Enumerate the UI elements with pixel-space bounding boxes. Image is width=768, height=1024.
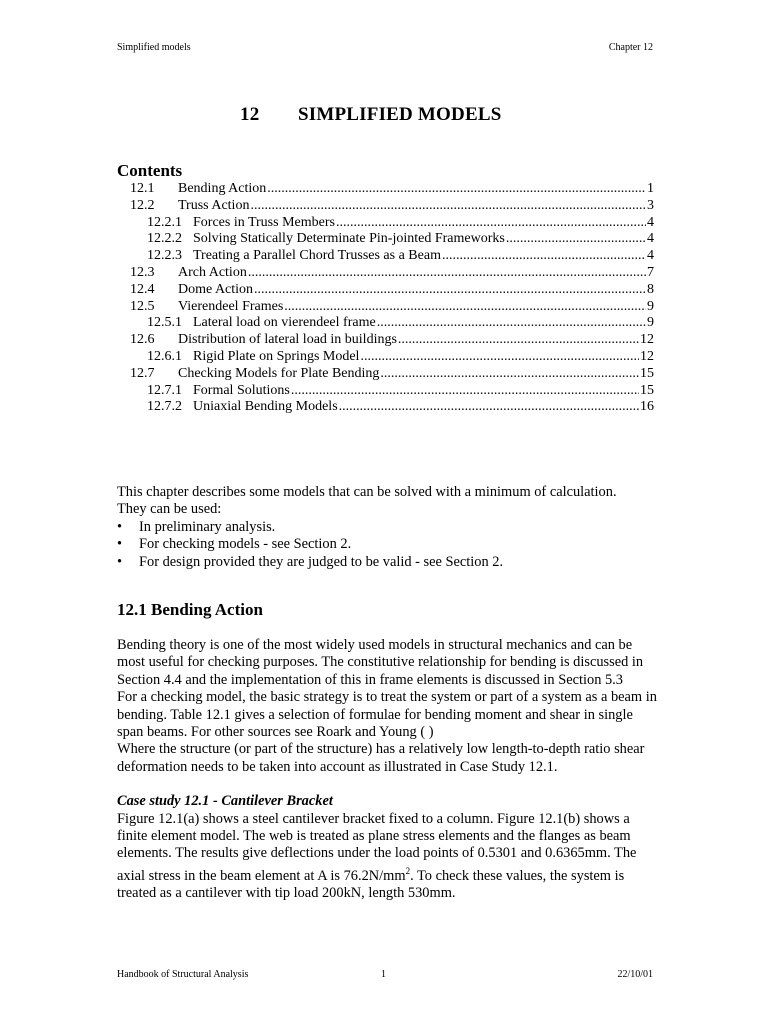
toc-entry-page: 15 bbox=[640, 382, 654, 398]
running-header-right: Chapter 12 bbox=[608, 42, 653, 53]
toc-entry-number: 12.3 bbox=[130, 264, 155, 280]
toc-entry-title: Vierendeel Frames bbox=[178, 298, 284, 314]
running-header-left: Simplified models bbox=[117, 42, 191, 53]
toc-entry-number: 12.2.2 bbox=[147, 231, 182, 247]
toc-entry-page: 4 bbox=[647, 248, 654, 264]
toc-entry-number: 12.7.1 bbox=[147, 382, 182, 398]
section-paragraph-2: For a checking model, the basic strategy is to treat the system or part of a system as a beam in bending. Table 12.1 gives a selection of formulae for bending moment and shear in single span beams. For other sources see Roark and Young ( ) bbox=[117, 689, 657, 741]
toc-entry-title: Dome Action bbox=[178, 281, 254, 297]
toc-entry-page: 4 bbox=[647, 231, 654, 247]
toc-entry[interactable] bbox=[130, 349, 654, 366]
toc-entry-page: 4 bbox=[647, 214, 654, 230]
toc-entry-title: Distribution of lateral load in buildings bbox=[178, 332, 397, 348]
toc-entry[interactable] bbox=[130, 248, 654, 265]
toc-leader-dots bbox=[254, 282, 646, 298]
toc-entry[interactable] bbox=[130, 366, 654, 383]
section-body bbox=[117, 637, 657, 902]
bullet-item: • For design provided they are judged to be valid - see Section 2. bbox=[117, 554, 657, 571]
bullet-item: • In preliminary analysis. bbox=[117, 519, 657, 536]
toc-entry-title: Solving Statically Determinate Pin-jointed Frameworks bbox=[193, 231, 505, 247]
toc-entry[interactable] bbox=[130, 282, 654, 299]
intro-block bbox=[117, 484, 657, 571]
toc-leader-dots bbox=[339, 399, 639, 415]
toc-leader-dots bbox=[291, 383, 639, 399]
footer-left: Handbook of Structural Analysis bbox=[117, 969, 249, 980]
toc-leader-dots bbox=[248, 265, 646, 281]
toc-leader-dots bbox=[336, 215, 646, 231]
toc-entry-number: 12.4 bbox=[130, 281, 155, 297]
intro-bullet-list bbox=[117, 519, 657, 571]
toc-leader-dots bbox=[250, 198, 646, 214]
toc-entry-number: 12.6 bbox=[130, 332, 155, 348]
case-study-text-b: . To check these values, the system is treated as a cantilever with tip load 200kN, length 530mm. bbox=[117, 867, 625, 902]
toc-entry[interactable] bbox=[130, 299, 654, 316]
toc-entry[interactable] bbox=[130, 332, 654, 349]
toc-entry-page: 16 bbox=[640, 399, 654, 415]
toc-entry-title: Arch Action bbox=[178, 264, 247, 280]
toc-entry[interactable] bbox=[130, 399, 654, 416]
toc-entry-number: 12.2 bbox=[130, 197, 155, 213]
bullet-item: • For checking models - see Section 2. bbox=[117, 536, 657, 553]
intro-line-1: This chapter describes some models that can be solved with a minimum of calculation. bbox=[117, 484, 617, 500]
toc-entry-page: 3 bbox=[647, 197, 654, 213]
toc-entry[interactable] bbox=[130, 231, 654, 248]
contents-heading: Contents bbox=[117, 161, 183, 180]
superscript: 2 bbox=[405, 865, 411, 876]
toc-entry-title: Checking Models for Plate Bending bbox=[178, 365, 380, 381]
section-paragraph-3: Where the structure (or part of the structure) has a relatively low length-to-depth ratio shear deformation needs to be taken into account as illustrated in Case Study 12.1. bbox=[117, 741, 645, 775]
toc-entry-page: 8 bbox=[647, 281, 654, 297]
toc-entry-number: 12.7.2 bbox=[147, 399, 182, 415]
toc-entry-title: Lateral load on vierendeel frame bbox=[193, 315, 376, 331]
toc-entry-number: 12.5 bbox=[130, 298, 155, 314]
chapter-title-text: SIMPLIFIED MODELS bbox=[298, 104, 502, 125]
intro-line-2: They can be used: bbox=[117, 501, 222, 518]
toc-entry-title: Truss Action bbox=[178, 197, 250, 213]
toc-entry[interactable] bbox=[130, 215, 654, 232]
case-study-text-a: Figure 12.1(a) shows a steel cantilever bracket fixed to a column. Figure 12.1(b) shows a finite element model. The web is treated as plane stress elements and the flanges as beam elements. The results give deflections under the load points of 0.5301 and 0.6365mm. The axial stress in the beam element at A is 76.2N/mm bbox=[117, 810, 637, 884]
toc-entry-number: 12.5.1 bbox=[147, 315, 182, 331]
toc-entry-number: 12.1 bbox=[130, 181, 155, 196]
toc-entry-page: 15 bbox=[640, 365, 654, 381]
case-study-text bbox=[117, 811, 657, 903]
toc-entry-number: 12.2.3 bbox=[147, 248, 182, 264]
toc-leader-dots bbox=[398, 332, 639, 348]
toc-entry-title: Formal Solutions bbox=[193, 382, 290, 398]
section-heading: 12.1 Bending Action bbox=[117, 600, 263, 619]
toc-leader-dots bbox=[506, 231, 646, 247]
toc-entry-page: 9 bbox=[647, 315, 654, 331]
toc-leader-dots bbox=[284, 299, 646, 315]
chapter-title bbox=[240, 104, 501, 126]
toc-entry-page: 9 bbox=[647, 298, 654, 314]
toc-entry-title: Rigid Plate on Springs Model bbox=[193, 348, 360, 364]
toc-entry[interactable] bbox=[130, 181, 654, 198]
toc-entry-page: 12 bbox=[640, 348, 654, 364]
toc-leader-dots bbox=[267, 181, 646, 197]
toc-leader-dots bbox=[360, 349, 639, 365]
toc-entry-title: Forces in Truss Members bbox=[193, 214, 335, 230]
toc-entry[interactable] bbox=[130, 315, 654, 332]
toc-entry-page: 12 bbox=[640, 332, 654, 348]
toc-entry-title: Uniaxial Bending Models bbox=[193, 399, 338, 415]
toc-leader-dots bbox=[442, 248, 646, 264]
case-study-heading: Case study 12.1 - Cantilever Bracket bbox=[117, 793, 333, 810]
toc-entry[interactable] bbox=[130, 198, 654, 215]
toc-entry-number: 12.6.1 bbox=[147, 348, 182, 364]
footer-date: 22/10/01 bbox=[617, 969, 653, 980]
toc-entry-page: 1 bbox=[647, 181, 654, 196]
toc-entry[interactable] bbox=[130, 383, 654, 400]
toc-entry-title: Treating a Parallel Chord Trusses as a Beam bbox=[193, 248, 441, 264]
toc-entry-number: 12.2.1 bbox=[147, 214, 182, 230]
chapter-number: 12 bbox=[240, 104, 260, 125]
toc-entry-title: Bending Action bbox=[178, 181, 267, 196]
toc-entry[interactable] bbox=[130, 265, 654, 282]
toc-leader-dots bbox=[380, 366, 639, 382]
footer-page-number: 1 bbox=[381, 969, 386, 980]
toc-leader-dots bbox=[377, 315, 646, 331]
toc-entry-page: 7 bbox=[647, 264, 654, 280]
table-of-contents bbox=[130, 181, 654, 416]
section-paragraph-1: Bending theory is one of the most widely used models in structural mechanics and can be most useful for checking purposes. The constitutive relationship for bending is discussed in Section 4.4 and the implementation of this in frame elements is discussed in Section 5.3 bbox=[117, 637, 644, 688]
toc-entry-number: 12.7 bbox=[130, 365, 155, 381]
